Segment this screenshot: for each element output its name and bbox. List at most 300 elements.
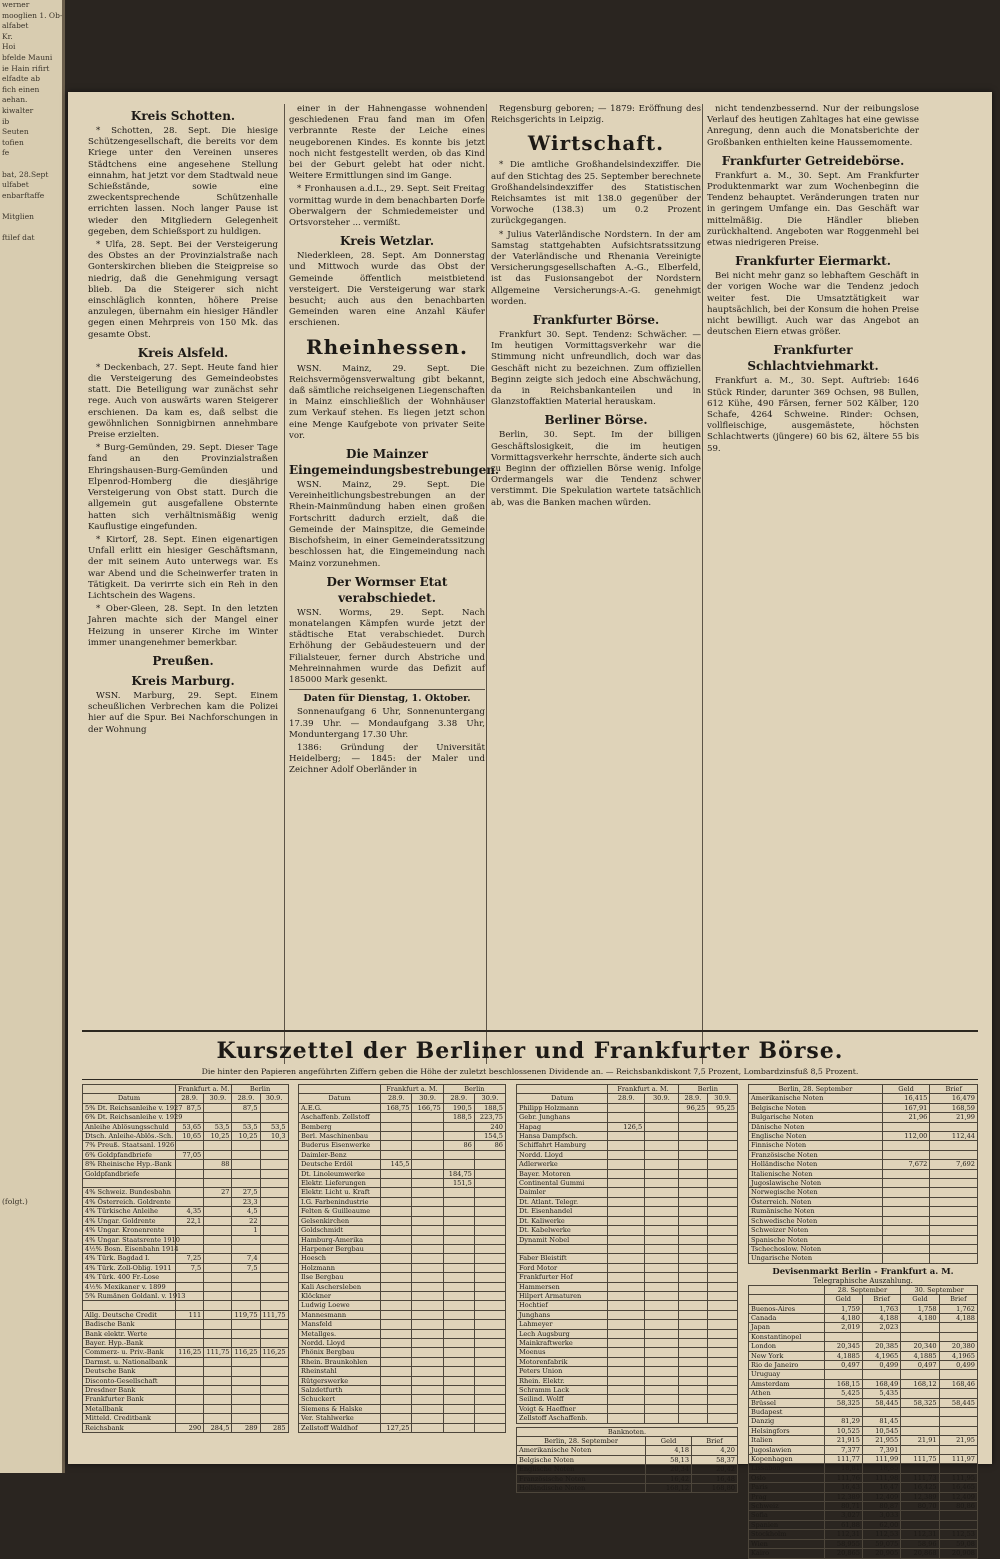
quote-value: [381, 1376, 412, 1385]
quote-value: [901, 1417, 939, 1426]
strip-line: [2, 1091, 62, 1102]
article-daten-cont: Regensburg geboren; — 1879: Eröffnung des Reichsgerichts in Leipzig.: [491, 104, 701, 126]
security-name: Hamburg-Amerika: [299, 1235, 381, 1244]
note-name: Bulgarische Noten: [749, 1113, 883, 1122]
security-name: 4% Ungar. Staatsrente 1910: [83, 1235, 176, 1244]
quote-value: 10,545: [862, 1426, 900, 1435]
quote-value: 61,88: [824, 1520, 862, 1529]
table-row: [83, 1320, 289, 1329]
article-schlachtviehmarkt: Frankfurt a. M., 30. Sept. Auftrieb: 1646 Stück Rinder, darunter 369 Ochsen, 98 Bullen, 612 Kühe, 490 Färsen, ferner 502 Kälber, 120 Schafe, 4264 Schweine. Rinder: Ochsen, vollfleischige, ausgemästete, höchsten Schlachtwerts (jüngere) 60 bis 62, ältere 55 bis 59.: [707, 376, 919, 454]
quote-value: [176, 1169, 204, 1178]
quote-value: 27: [204, 1188, 232, 1197]
quote-value: [939, 1520, 977, 1529]
quote-value: [443, 1348, 474, 1357]
table-corner: [749, 1285, 825, 1294]
quote-value: 10,25: [232, 1132, 260, 1141]
quote-value: [176, 1329, 204, 1338]
table-anleihen-banken: [82, 1084, 289, 1433]
security-name: Commerz- u. Priv.-Bank: [83, 1348, 176, 1357]
table-row: [299, 1376, 506, 1385]
quote-value: 168,15: [824, 1379, 862, 1388]
quote-value: [608, 1254, 645, 1263]
table-row: [517, 1465, 738, 1474]
quote-value: [204, 1338, 232, 1347]
strip-line: [2, 593, 62, 604]
quote-value: [882, 1179, 930, 1188]
quote-value: [474, 1320, 505, 1329]
quote-value: 4,5: [232, 1207, 260, 1216]
security-name: Hansa Dampfsch.: [517, 1132, 608, 1141]
quote-value: [939, 1445, 977, 1454]
table-row: [83, 1395, 289, 1404]
quote-value: [474, 1386, 505, 1395]
security-name: Deutsche Bank: [83, 1367, 176, 1376]
quote-value: 0,499: [862, 1360, 900, 1369]
quote-value: [474, 1150, 505, 1159]
note-name: Englische Noten: [517, 1465, 646, 1474]
table-row: [299, 1367, 506, 1376]
strip-line: elfadte ab: [2, 74, 40, 84]
quote-value: 168,49: [862, 1379, 900, 1388]
quote-value: [474, 1207, 505, 1216]
devisen-subtitle: Telegraphische Auszahlung.: [813, 1276, 913, 1285]
table-row: [749, 1094, 978, 1103]
quote-value: 4,188: [939, 1313, 977, 1322]
security-name: Daimler: [517, 1188, 608, 1197]
quote-value: 116,25: [176, 1348, 204, 1357]
place-name: Brüssel: [749, 1398, 825, 1407]
quote-value: [708, 1141, 738, 1150]
table-row: [517, 1207, 738, 1216]
quote-value: [260, 1179, 288, 1188]
table-column-header: Brief: [862, 1295, 900, 1304]
security-name: Phönix Bergbau: [299, 1348, 381, 1357]
strip-line: [2, 530, 62, 541]
quote-value: 7,377: [824, 1445, 862, 1454]
quote-value: [412, 1179, 443, 1188]
note-name: Englische Noten: [749, 1132, 883, 1141]
quote-value: 111,95: [939, 1473, 977, 1482]
quote-value: [381, 1188, 412, 1197]
quote-value: 111,73: [901, 1473, 939, 1482]
quote-value: [930, 1188, 978, 1197]
table-row: [517, 1169, 738, 1178]
quote-value: 168,80: [692, 1484, 738, 1493]
table-row: [83, 1122, 289, 1131]
quote-value: [260, 1244, 288, 1253]
quote-value: [608, 1291, 645, 1300]
quote-value: [412, 1357, 443, 1366]
security-name: 8% Rheinische Hyp.-Bank: [83, 1160, 176, 1169]
strip-line: [2, 1187, 62, 1198]
quote-value: [260, 1188, 288, 1197]
place-name: Italien: [749, 1436, 825, 1445]
quote-value: [939, 1370, 977, 1379]
strip-line: [2, 1081, 62, 1092]
quote-value: [443, 1367, 474, 1376]
table-row: [749, 1511, 978, 1520]
table-row: [83, 1376, 289, 1385]
table-row: [299, 1338, 506, 1347]
quote-value: 4,35: [176, 1207, 204, 1216]
quote-value: 12,389: [824, 1492, 862, 1501]
quote-value: 20,345: [824, 1342, 862, 1351]
table-group-header: 28. September: [824, 1285, 901, 1294]
strip-line: [2, 826, 62, 837]
quote-value: [260, 1329, 288, 1338]
quote-value: [678, 1348, 708, 1357]
quote-value: 5,435: [862, 1389, 900, 1398]
quote-value: [260, 1216, 288, 1225]
quote-value: [645, 1150, 678, 1159]
quote-value: [862, 1370, 900, 1379]
quote-value: [381, 1244, 412, 1253]
quote-value: [645, 1141, 678, 1150]
quote-value: [474, 1273, 505, 1282]
strip-line: [2, 689, 62, 700]
security-name: Lahmeyer: [517, 1320, 608, 1329]
quote-value: [232, 1282, 260, 1291]
strip-line: mooglien 1. Ob-: [2, 10, 63, 20]
block-4: [748, 1084, 978, 1559]
quote-value: [708, 1263, 738, 1272]
strip-line: [2, 1049, 62, 1060]
quote-value: [204, 1404, 232, 1413]
quote-value: 20,340: [901, 1342, 939, 1351]
quote-value: [608, 1216, 645, 1225]
quote-value: [645, 1132, 678, 1141]
quote-value: [930, 1141, 978, 1150]
quote-value: [678, 1320, 708, 1329]
quote-value: [708, 1376, 738, 1385]
strip-line: [2, 360, 62, 371]
quote-value: [176, 1282, 204, 1291]
table-row: [83, 1103, 289, 1112]
quote-value: [678, 1197, 708, 1206]
quote-value: [678, 1282, 708, 1291]
security-name: 4% Türk. Zoll-Oblig. 1911: [83, 1263, 176, 1272]
quote-value: [474, 1254, 505, 1263]
strip-line: [2, 625, 62, 636]
quote-value: [176, 1414, 204, 1423]
quote-value: [678, 1376, 708, 1385]
place-name: Wien: [749, 1539, 825, 1548]
quote-value: 4,1885: [901, 1351, 939, 1360]
quote-value: [232, 1235, 260, 1244]
quote-value: [708, 1235, 738, 1244]
quote-value: 12,389: [901, 1492, 939, 1501]
strip-line: [2, 731, 62, 742]
quote-value: 145,5: [381, 1160, 412, 1169]
quote-value: [232, 1141, 260, 1150]
quote-value: [708, 1188, 738, 1197]
strip-line: Kr.: [2, 31, 13, 41]
quote-value: 168,46: [939, 1379, 977, 1388]
quote-value: 16,42: [646, 1474, 692, 1483]
strip-line: [2, 646, 62, 657]
quote-value: [608, 1282, 645, 1291]
quote-value: [608, 1160, 645, 1169]
security-name: Mainkraftwerke: [517, 1338, 608, 1347]
quote-value: [882, 1226, 930, 1235]
quote-value: [930, 1179, 978, 1188]
quote-value: [608, 1141, 645, 1150]
strip-line: [2, 742, 62, 753]
heading-getreideboerse: Frankfurter Getreidebörse.: [721, 153, 905, 168]
strip-line: [2, 307, 62, 318]
table-row: [517, 1310, 738, 1319]
quote-value: [443, 1150, 474, 1159]
table-row: [517, 1291, 738, 1300]
quote-value: [645, 1197, 678, 1206]
quote-value: 16,479: [930, 1094, 978, 1103]
quote-value: [678, 1188, 708, 1197]
quote-value: [260, 1357, 288, 1366]
table-row: [517, 1446, 738, 1455]
strip-line: [2, 837, 62, 848]
quote-value: [204, 1357, 232, 1366]
table-column-header: 28.9.: [232, 1094, 260, 1103]
quote-value: [678, 1301, 708, 1310]
heading-eingemeindung: Die Mainzer Eingemeindungsbestrebungen.: [289, 447, 500, 478]
quote-value: [204, 1329, 232, 1338]
quote-value: [412, 1188, 443, 1197]
strip-line: bfelde Mauni: [2, 52, 53, 62]
quote-value: 86: [474, 1141, 505, 1150]
quote-value: [412, 1235, 443, 1244]
security-name: Schiffahrt Hamburg: [517, 1141, 608, 1150]
table-row: [749, 1197, 978, 1206]
quote-value: [882, 1141, 930, 1150]
quote-value: 168,12: [901, 1379, 939, 1388]
quote-value: 22: [232, 1216, 260, 1225]
quote-value: 0,497: [901, 1360, 939, 1369]
strip-line: (folgt.): [2, 1197, 28, 1207]
strip-line: [2, 1028, 62, 1039]
security-name: Salzdetfurth: [299, 1386, 381, 1395]
quote-value: 58,445: [939, 1398, 977, 1407]
quote-value: [901, 1426, 939, 1435]
quote-value: 18,85: [862, 1464, 900, 1473]
article-grosshandelsindex: * Die amtliche Großhandelsindexziffer. Die auf den Stichtag des 25. September berechnete Großhandelsindexziffer des Statistischen Reichsamtes ist mit 138.0 gegenüber der Vorwoche (138.3) um 0.2 Prozent zurückgegangen.: [491, 160, 701, 227]
strip-line: [2, 763, 62, 774]
table-row: [83, 1235, 289, 1244]
quote-value: [678, 1310, 708, 1319]
table-group-header: 30. September: [901, 1285, 978, 1294]
strip-line: werner: [2, 0, 30, 9]
quote-value: [443, 1207, 474, 1216]
quote-value: 111: [176, 1310, 204, 1319]
quote-value: [204, 1113, 232, 1122]
quote-value: 151,5: [443, 1179, 474, 1188]
quote-value: [645, 1348, 678, 1357]
table-row: [749, 1539, 978, 1548]
quote-value: [412, 1226, 443, 1235]
table-row: [299, 1282, 506, 1291]
table-row: [517, 1474, 738, 1483]
strip-line: [2, 900, 62, 911]
quote-value: [412, 1282, 443, 1291]
quote-value: [204, 1235, 232, 1244]
note-name: Italienische Noten: [749, 1169, 883, 1178]
quote-value: [381, 1301, 412, 1310]
table-column-header: 28.9.: [608, 1094, 645, 1103]
quote-value: [645, 1226, 678, 1235]
quote-value: [645, 1160, 678, 1169]
strip-line: [2, 201, 62, 212]
article-getreideboerse: Frankfurt a. M., 30. Sept. Am Frankfurter Produktenmarkt war zum Wochenbeginn die Tendenz behauptet. Veränderungen traten nur in geringem Umfange ein. Das Geschäft war mittelmäßig. Die Händler blieben zurückhaltend. Angeboten war Roggenmehl bei etwas niedrigeren Preise.: [707, 170, 919, 249]
table-row: [83, 1160, 289, 1169]
security-name: Deutsche Erdöl: [299, 1160, 381, 1169]
quote-value: 88: [204, 1160, 232, 1169]
quote-value: [645, 1414, 678, 1423]
quote-value: [204, 1150, 232, 1159]
table-column-header: Berlin, 28. September: [517, 1437, 646, 1446]
quote-value: 4,18: [646, 1446, 692, 1455]
quote-value: 16,43: [824, 1483, 862, 1492]
strip-line: [2, 1176, 62, 1187]
quote-value: [176, 1301, 204, 1310]
table-row: [749, 1103, 978, 1112]
table-row: [83, 1244, 289, 1253]
quote-value: 81,45: [862, 1417, 900, 1426]
adjacent-page-strip: [0, 0, 65, 1473]
quote-value: [708, 1320, 738, 1329]
strip-line: [2, 636, 62, 647]
quote-value: [204, 1244, 232, 1253]
table-row: [749, 1455, 978, 1464]
quote-value: [381, 1367, 412, 1376]
quote-value: [474, 1395, 505, 1404]
quote-value: [474, 1197, 505, 1206]
quote-value: [443, 1244, 474, 1253]
article-niederkleen: Niederkleen, 28. Sept. Am Donnerstag und Mittwoch wurde das Obst der Gemeinde öffentlich meistbietend versteigert. Die Versteigerung war stark besucht; auch aus den benachbarten Gemeinden waren eine Anzahl Käufer erschienen.: [289, 251, 485, 329]
quote-value: [381, 1263, 412, 1272]
strip-line: ib: [2, 116, 10, 126]
quote-value: [608, 1395, 645, 1404]
strip-line: [2, 424, 62, 435]
table-row: [517, 1348, 738, 1357]
quote-value: [645, 1122, 678, 1131]
strip-line: [2, 795, 62, 806]
security-name: Schramm Lack: [517, 1386, 608, 1395]
quote-value: 111,75: [260, 1310, 288, 1319]
strip-line: [2, 657, 62, 668]
quote-value: [930, 1216, 978, 1225]
quote-value: 16,425: [901, 1483, 939, 1492]
quote-value: 20,908: [939, 1549, 977, 1558]
quote-value: 27,5: [232, 1188, 260, 1197]
strip-line: [2, 445, 62, 456]
quote-value: 284,5: [204, 1423, 232, 1432]
strip-line: Mitglien: [2, 211, 34, 221]
table-row: [83, 1329, 289, 1338]
quote-value: 4,1885: [824, 1351, 862, 1360]
note-name: Finnische Noten: [749, 1141, 883, 1150]
quote-value: [474, 1367, 505, 1376]
security-name: Frankfurter Bank: [83, 1395, 176, 1404]
table-row: [749, 1150, 978, 1159]
quote-value: [260, 1404, 288, 1413]
table-group-header: Frankfurt a. M.: [608, 1085, 678, 1094]
quote-value: [443, 1160, 474, 1169]
kurszettel-subtitle: Die hinter den Papieren angeführten Ziffern geben die Höhe der zuletzt beschlossenen Dividende an. — Reichsbankdiskont 7,5 Prozent, Lombardzinsfuß 8,5 Prozent.: [82, 1066, 978, 1080]
strip-line: [2, 286, 62, 297]
table-row: [749, 1351, 978, 1360]
quote-value: 289: [232, 1423, 260, 1432]
quote-value: [678, 1179, 708, 1188]
quote-value: [381, 1207, 412, 1216]
quote-value: [678, 1414, 708, 1423]
quote-value: 58,96: [901, 1539, 939, 1548]
note-name: Norwegische Noten: [749, 1188, 883, 1197]
quote-value: [443, 1132, 474, 1141]
quote-value: [824, 1370, 862, 1379]
quote-value: [260, 1386, 288, 1395]
table-row: [83, 1282, 289, 1291]
quote-value: [474, 1169, 505, 1178]
table-row: [749, 1483, 978, 1492]
quote-value: [678, 1357, 708, 1366]
article-burg-gemuenden: * Burg-Gemünden, 29. Sept. Dieser Tage fand an den Provinzialstraßen Ehringshausen-Burg-Gemünden und Elpenrod-Homberg die diesjährige Versteigerung von Obst statt. Durch die allgemein gut ausgefallene Obsternte hatten sich verhältnismäßig wenig Kauflustige eingefunden.: [88, 443, 278, 532]
strip-line: [2, 403, 62, 414]
strip-line: kiwalter: [2, 105, 34, 115]
table-column-header: 30.9.: [645, 1094, 678, 1103]
quote-value: [708, 1301, 738, 1310]
security-name: Hochtief: [517, 1301, 608, 1310]
quote-value: [232, 1113, 260, 1122]
table-row: [517, 1414, 738, 1423]
quote-value: [474, 1244, 505, 1253]
quote-value: [608, 1367, 645, 1376]
strip-line: ie Hain rifirt: [2, 63, 50, 73]
quote-value: [260, 1282, 288, 1291]
quote-value: 20,385: [862, 1342, 900, 1351]
article-mainz: WSN. Mainz, 29. Sept. Die Reichsvermögensverwaltung gibt bekannt, daß sämtliche reichseigenen Liegenschaften in Mainz einschließlich der Wohnhäuser zum Verkauf stehen. Es liegen jetzt schon eine Menge Kaufgebote von privater Seite vor.: [289, 363, 485, 441]
quote-value: [708, 1132, 738, 1141]
quote-value: [381, 1414, 412, 1423]
quote-value: [381, 1216, 412, 1225]
quote-value: [901, 1445, 939, 1454]
quote-value: 87,5: [176, 1103, 204, 1112]
security-name: Daimler-Benz: [299, 1150, 381, 1159]
quote-value: 21,96: [882, 1113, 930, 1122]
quote-value: [381, 1254, 412, 1263]
heading-daten: Daten für Dienstag, 1. Oktober.: [303, 693, 471, 705]
quote-value: 168,59: [930, 1103, 978, 1112]
table-row: [749, 1313, 978, 1322]
quote-value: 2,023: [862, 1323, 900, 1332]
quote-value: [474, 1310, 505, 1319]
heading-berliner-boerse: Berliner Börse.: [544, 413, 648, 428]
security-name: Gebr. Junghans: [517, 1113, 608, 1122]
strip-line: [2, 328, 62, 339]
quote-value: 223,75: [474, 1113, 505, 1122]
quote-value: [608, 1329, 645, 1338]
table-row: [299, 1188, 506, 1197]
note-name: Französische Noten: [749, 1150, 883, 1159]
table-row: [517, 1484, 738, 1493]
quote-value: 4,180: [824, 1313, 862, 1322]
quote-value: [381, 1329, 412, 1338]
table-row: [517, 1301, 738, 1310]
strip-line: [2, 519, 62, 530]
block-3: [516, 1084, 738, 1493]
quote-value: [232, 1273, 260, 1282]
quote-value: [901, 1408, 939, 1417]
quote-value: [474, 1414, 505, 1423]
note-name: Ungarische Noten: [749, 1254, 883, 1263]
